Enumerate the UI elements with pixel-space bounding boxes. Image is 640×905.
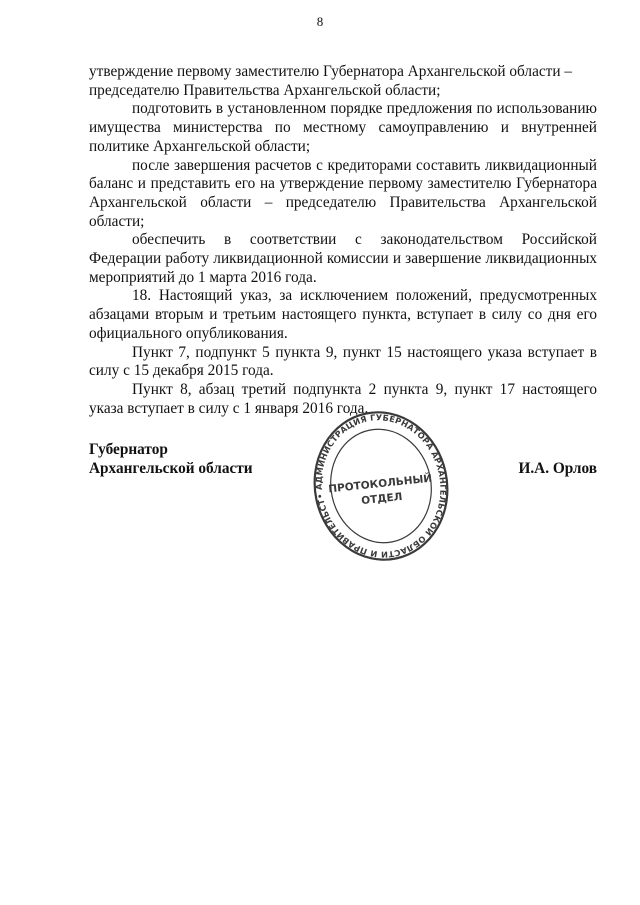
- seal-stamp: [313, 409, 449, 564]
- signatory-name: И.А. Орлов: [518, 460, 597, 477]
- paragraph: после завершения расчетов с кредиторами составить ликвидационный баланс и представить его на утверждение первому заместителю Губернатора Архангельской области – председателю Правительства Архангельской области;: [89, 156, 597, 230]
- paragraph: Пункт 8, абзац третий подпункта 2 пункта 9, пункт 17 настоящего указа вступает в силу с 1 января 2016 года.: [89, 380, 597, 417]
- seal-ring-textpath: • АДМИНИСТРАЦИЯ ГУБЕРНАТОРА АРХАНГЕЛЬСКОЙ ОБЛАСТИ И ПРАВИТЕЛЬСТВА: [313, 412, 449, 560]
- signatory-position: [89, 441, 253, 478]
- paragraph: 18. Настоящий указ, за исключением положений, предусмотренных абзацами вторым и третьим настоящего пункта, вступает в силу со дня его официального опубликования.: [89, 287, 597, 342]
- document-body: [89, 63, 597, 418]
- paragraph: обеспечить в соответствии с законодательством Российской Федерации работу ликвидационной комиссии и завершение ликвидационных мероприятий до 1 марта 2016 года.: [89, 231, 597, 286]
- paragraph: утверждение первому заместителю Губернатора Архангельской области – председателю Правительства Архангельской области;: [89, 63, 572, 99]
- seal-center-line1: ПРОТОКОЛЬНЫЙ: [327, 472, 433, 496]
- page-number: 8: [316, 14, 324, 29]
- seal-center-line2: ОТДЕЛ: [360, 490, 404, 508]
- signatory-position-line2: Архангельской области: [89, 459, 253, 477]
- paragraph: подготовить в установленном порядке предложения по использованию имущества министерства по местному самоуправлению и внутренней политике Архангельской области;: [89, 100, 597, 155]
- signatory-position-line1: Губернатор: [89, 441, 168, 458]
- paragraph: Пункт 7, подпункт 5 пункта 9, пункт 15 настоящего указа вступает в силу с 15 декабря 2015 года.: [89, 343, 597, 380]
